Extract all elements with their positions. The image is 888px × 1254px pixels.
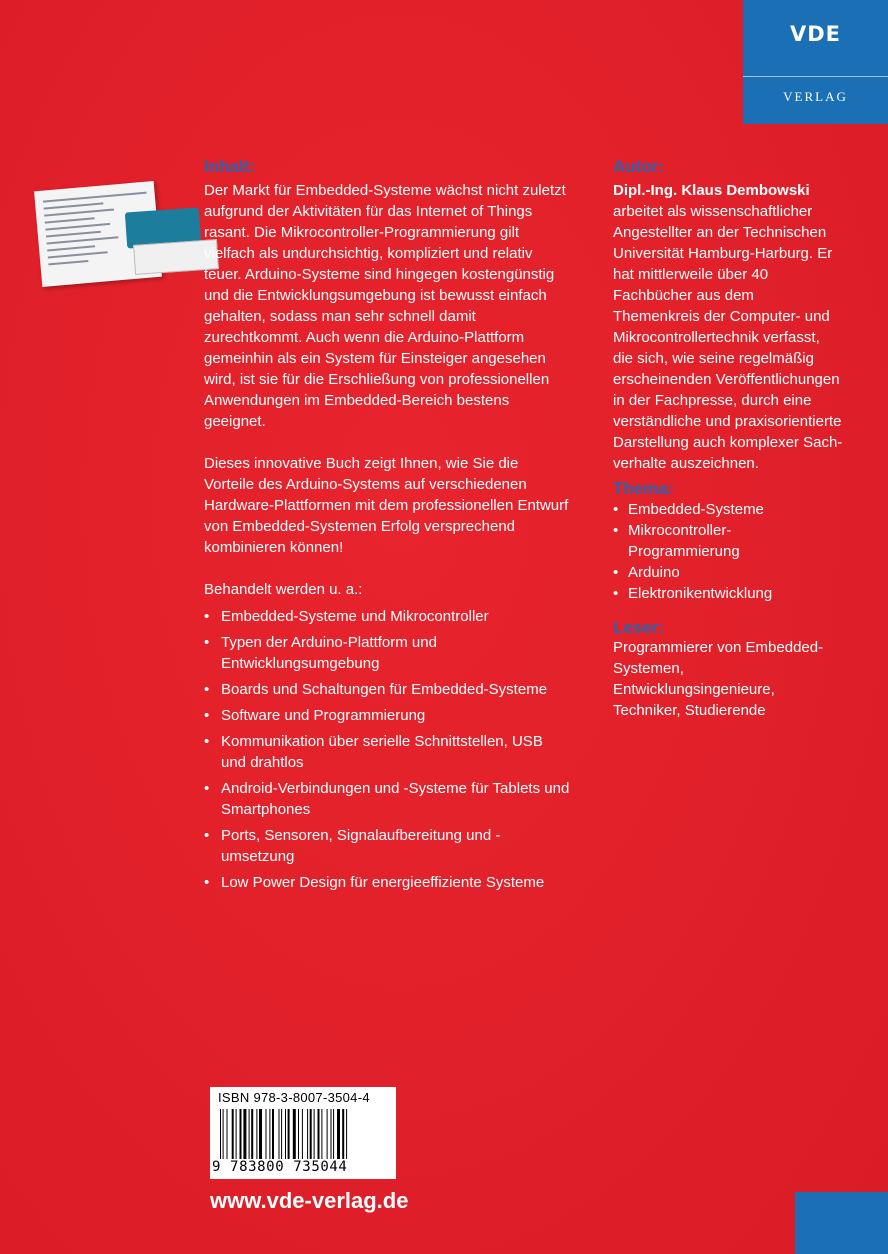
list-item: • Embedded-Systeme (613, 499, 843, 520)
logo-brand: VDE (789, 22, 842, 46)
list-item: • Boards und Schaltungen für Embedded-Systeme (204, 679, 570, 700)
thema-heading: Thema: (613, 479, 674, 498)
list-item: • Typen der Arduino-Plattform und Entwicklungsumgebung (204, 632, 570, 674)
list-item: • Elektronikentwicklung (613, 583, 843, 604)
list-item: • Mikrocontroller-Programmierung (613, 520, 843, 562)
author-bio: arbeitet als wissenschaftlicher Angestellter an der Technischen Universität Hamburg-Harburg. Er hat mittlerweile über 40 Fachbücher aus dem Themenkreis der Computer- und Mikrocontrollertechnik verfasst, die sich, wie seine regelmäßig erscheinenden Veröffentlichungen in der Fachpresse, durch eine verständliche und praxisorientierte Darstellung auch komplexer Sachverhalte auszeichnen. (613, 203, 843, 472)
barcode-image (220, 1109, 386, 1159)
barcode-digits: 9 783800 735044 (212, 1159, 348, 1175)
inhalt-paragraph-2: Dieses innovative Buch zeigt Ihnen, wie Sie die Vorteile des Arduino-Systems auf verschiedenen Hardware-Plattformen mit dem professionellen Entwurf von Embedded-Systemen Erfolg versprechend kombinieren können! (204, 455, 569, 556)
vde-verlag-logo (743, 0, 888, 124)
isbn-barcode (210, 1087, 396, 1179)
inhalt-paragraph-1: Der Markt für Embedded-Systeme wächst nicht zuletzt aufgrund der Aktivitäten für das Internet of Things rasant. Die Mikrocontroller-Programmierung gilt vielfach als undurchsichtig, kompliziert und relativ teuer. Arduino-Systeme sind hingegen kostengünstig und die Entwicklungsumgebung ist bewusst einfach gehalten, sodass man sehr schnell damit zurechtkommt. Auch wenn die Arduino-Plattform gemeinhin als ein System für Einsteiger angesehen wird, ist sie für die Erschließung von professionellen Anwendungen im Embedded-Bereich bestens geeignet. (204, 182, 566, 430)
publisher-url[interactable]: www.vde-verlag.de (210, 1188, 409, 1213)
isbn-label: ISBN 978-3-8007-3504-4 (218, 1090, 370, 1105)
thema-list (613, 499, 843, 604)
inhalt-paragraph-3: Behandelt werden u. a.: (204, 581, 363, 598)
list-item: • Arduino (613, 562, 843, 583)
logo-verlag: VERLAG (783, 89, 848, 104)
logo-divider (743, 76, 888, 77)
leser-text: Programmierer von Embedded-Systemen, Entwicklungsingenieure, Techniker, Studierende (613, 639, 824, 719)
thema-section (613, 499, 843, 604)
inhalt-heading: Inhalt: (204, 157, 255, 176)
leser-section (613, 637, 843, 721)
list-item: • Kommunikation über serielle Schnittstellen, USB und drahtlos (204, 731, 570, 773)
leser-heading: Leser: (613, 618, 665, 637)
autor-section (613, 180, 843, 474)
list-item: • Ports, Sensoren, Signalaufbereitung und -umsetzung (204, 825, 570, 867)
list-item: • Software und Programmierung (204, 705, 570, 726)
topics-list (204, 606, 570, 893)
autor-heading: Autor: (613, 157, 664, 176)
list-item: • Low Power Design für energieeffiziente Systeme (204, 872, 570, 893)
list-item: • Android-Verbindungen und -Systeme für Tablets und Smartphones (204, 778, 570, 820)
book-thumbnail-image (34, 180, 194, 292)
inhalt-section (204, 180, 570, 893)
corner-color-block (795, 1192, 888, 1254)
list-item: • Embedded-Systeme und Mikrocontroller (204, 606, 570, 627)
author-name: Dipl.-Ing. Klaus Dembowski (613, 182, 810, 199)
